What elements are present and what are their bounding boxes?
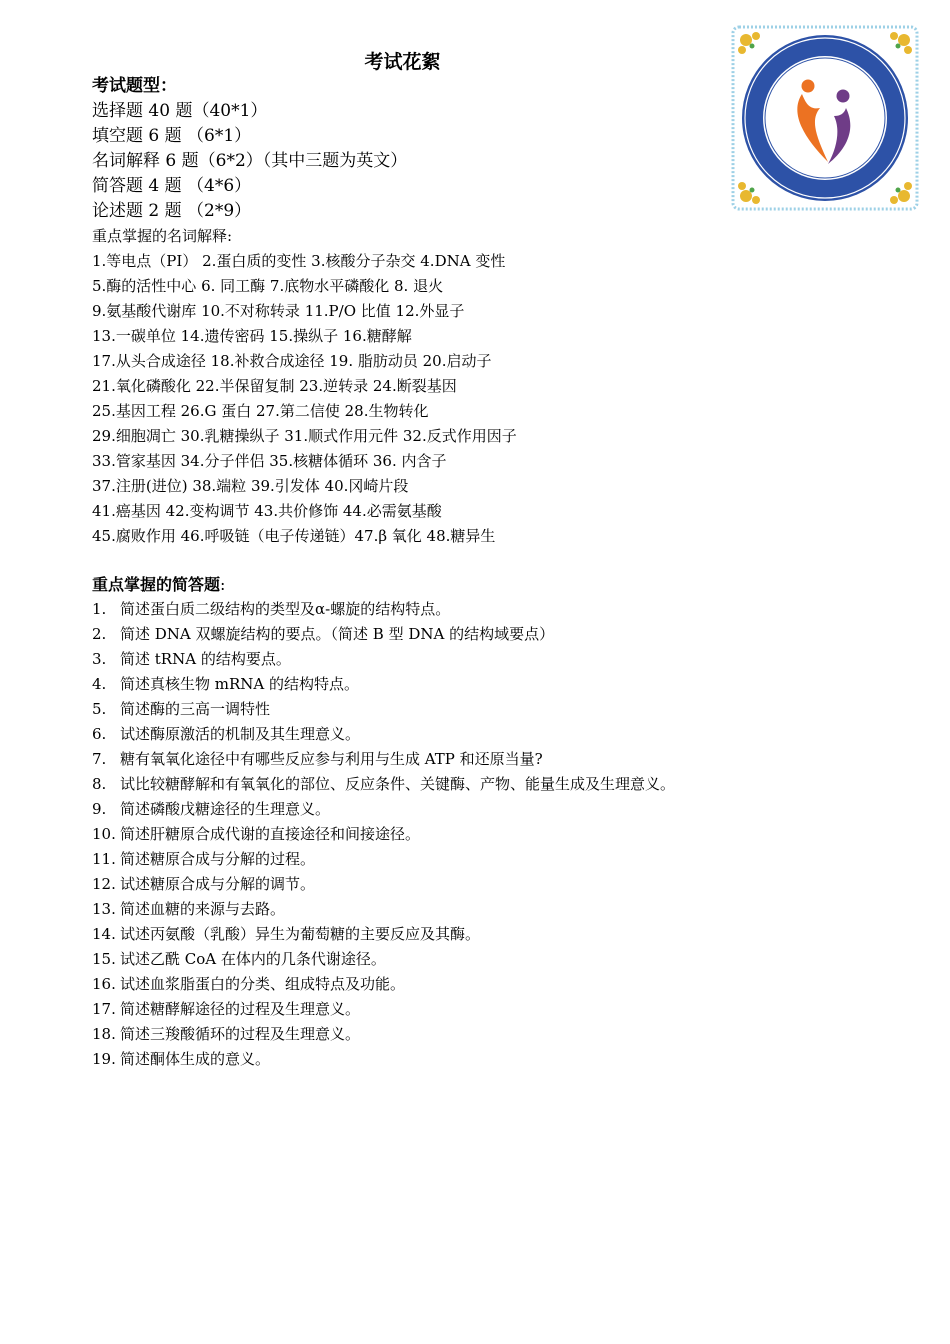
key-terms-row: 33.管家基因 34.分子伴侣 35.核糖体循环 36. 内含子	[92, 452, 447, 470]
key-terms-row: 1.等电点（PI） 2.蛋白质的变性 3.核酸分子杂交 4.DNA 变性	[92, 252, 506, 270]
short-answer-number: 15.	[92, 950, 116, 968]
key-terms-heading: 重点掌握的名词解释:	[92, 227, 233, 245]
short-answer-heading	[92, 572, 852, 597]
short-answer-item	[92, 997, 852, 1022]
short-answer-item	[92, 947, 852, 972]
exam-type-item: 选择题 40 题（40*1）	[92, 101, 268, 121]
key-terms-row: 37.注册(进位) 38.端粒 39.引发体 40.冈崎片段	[92, 477, 409, 495]
exam-type-item: 论述题 2 题 （2*9）	[92, 201, 252, 221]
short-answer-number: 1.	[92, 600, 107, 618]
short-answer-number: 14.	[92, 925, 116, 943]
short-answer-item	[92, 772, 852, 797]
short-answer-number: 10.	[92, 825, 116, 843]
short-answer-item	[92, 922, 852, 947]
key-terms-row: 9.氨基酸代谢库 10.不对称转录 11.P/O 比值 12.外显子	[92, 302, 465, 320]
exam-type-item: 名词解释 6 题（6*2）（其中三题为英文）	[92, 151, 408, 171]
short-answer-text: 简述酶的三高一调特性	[120, 700, 271, 718]
page-title: 考试花絮	[364, 51, 441, 73]
short-answer-text: 简述蛋白质二级结构的类型及α-螺旋的结构特点。	[120, 600, 451, 618]
short-answer-text: 试述血浆脂蛋白的分类、组成特点及功能。	[120, 975, 406, 993]
short-answer-text: 简述磷酸戊糖途径的生理意义。	[120, 800, 331, 818]
short-answer-item	[92, 747, 852, 772]
short-answer-number: 16.	[92, 975, 116, 993]
exam-types-section	[92, 74, 712, 224]
short-answer-section	[92, 572, 852, 1072]
short-answer-item	[92, 1047, 852, 1072]
short-answer-text: 简述糖酵解途径的过程及生理意义。	[120, 1000, 361, 1018]
short-answer-item	[92, 1022, 852, 1047]
short-answer-number: 5.	[92, 700, 107, 718]
exam-types-heading: 考试题型：	[92, 76, 177, 96]
short-answer-text: 简述糖原合成与分解的过程。	[120, 850, 316, 868]
short-answer-number: 9.	[92, 800, 107, 818]
short-answer-number: 8.	[92, 775, 107, 793]
short-answer-number: 13.	[92, 900, 116, 918]
short-answer-number: 2.	[92, 625, 107, 643]
key-terms-row: 29.细胞凋亡 30.乳糖操纵子 31.顺式作用元件 32.反式作用因子	[92, 427, 517, 445]
short-answer-number: 19.	[92, 1050, 116, 1068]
short-answer-number: 18.	[92, 1025, 116, 1043]
short-answer-text: 简述 tRNA 的结构要点。	[120, 650, 291, 668]
key-terms-section	[92, 224, 792, 549]
short-answer-item	[92, 822, 852, 847]
short-answer-number: 3.	[92, 650, 107, 668]
short-answer-item	[92, 672, 852, 697]
key-terms-row: 5.酶的活性中心 6. 同工酶 7.底物水平磷酸化 8. 退火	[92, 277, 444, 295]
short-answer-item	[92, 797, 852, 822]
short-answer-item	[92, 847, 852, 872]
short-answer-item	[92, 872, 852, 897]
short-answer-heading-colon: :	[220, 575, 226, 594]
key-terms-row: 21.氧化磷酸化 22.半保留复制 23.逆转录 24.断裂基因	[92, 377, 457, 395]
short-answer-text: 试述丙氨酸（乳酸）异生为葡萄糖的主要反应及其酶。	[120, 925, 481, 943]
short-answer-text: 简述肝糖原合成代谢的直接途径和间接途径。	[120, 825, 421, 843]
short-answer-text: 试述酶原激活的机制及其生理意义。	[120, 725, 361, 743]
short-answer-heading-text: 重点掌握的简答题	[92, 575, 221, 594]
short-answer-text: 简述真核生物 mRNA 的结构特点。	[120, 675, 360, 693]
short-answer-number: 12.	[92, 875, 116, 893]
short-answer-number: 7.	[92, 750, 107, 768]
class-logo-graphic	[730, 24, 920, 212]
short-answer-text: 试述乙酰 CoA 在体内的几条代谢途径。	[120, 950, 386, 968]
short-answer-item	[92, 597, 852, 622]
key-terms-row: 13.一碳单位 14.遗传密码 15.操纵子 16.糖酵解	[92, 327, 412, 345]
exam-type-item: 填空题 6 题 （6*1）	[92, 126, 252, 146]
key-terms-row: 25.基因工程 26.G 蛋白 27.第二信使 28.生物转化	[92, 402, 429, 420]
short-answer-number: 17.	[92, 1000, 116, 1018]
short-answer-text: 试比较糖酵解和有氧氧化的部位、反应条件、关键酶、产物、能量生成及生理意义。	[120, 775, 676, 793]
key-terms-row: 17.从头合成途径 18.补救合成途径 19. 脂肪动员 20.启动子	[92, 352, 492, 370]
short-answer-item	[92, 897, 852, 922]
short-answer-text: 简述血糖的来源与去路。	[120, 900, 286, 918]
short-answer-number: 11.	[92, 850, 116, 868]
short-answer-text: 简述 DNA 双螺旋结构的要点。（简述 B 型 DNA 的结构域要点）	[120, 625, 555, 643]
short-answer-item	[92, 697, 852, 722]
short-answer-text: 试述糖原合成与分解的调节。	[120, 875, 316, 893]
short-answer-text: 简述三羧酸循环的过程及生理意义。	[120, 1025, 361, 1043]
short-answer-item	[92, 647, 852, 672]
short-answer-item	[92, 722, 852, 747]
exam-type-item: 简答题 4 题 （4*6）	[92, 176, 252, 196]
short-answer-number: 4.	[92, 675, 107, 693]
short-answer-text: 糖有氧氧化途径中有哪些反应参与利用与生成 ATP 和还原当量?	[120, 750, 543, 768]
short-answer-list	[92, 597, 852, 1072]
key-terms-row: 45.腐败作用 46.呼吸链（电子传递链）47.β 氧化 48.糖异生	[92, 527, 496, 545]
key-terms-row: 41.癌基因 42.变构调节 43.共价修饰 44.必需氨基酸	[92, 502, 442, 520]
short-answer-item	[92, 972, 852, 997]
short-answer-item	[92, 622, 852, 647]
class-logo	[730, 24, 920, 212]
short-answer-text: 简述酮体生成的意义。	[120, 1050, 271, 1068]
short-answer-number: 6.	[92, 725, 107, 743]
